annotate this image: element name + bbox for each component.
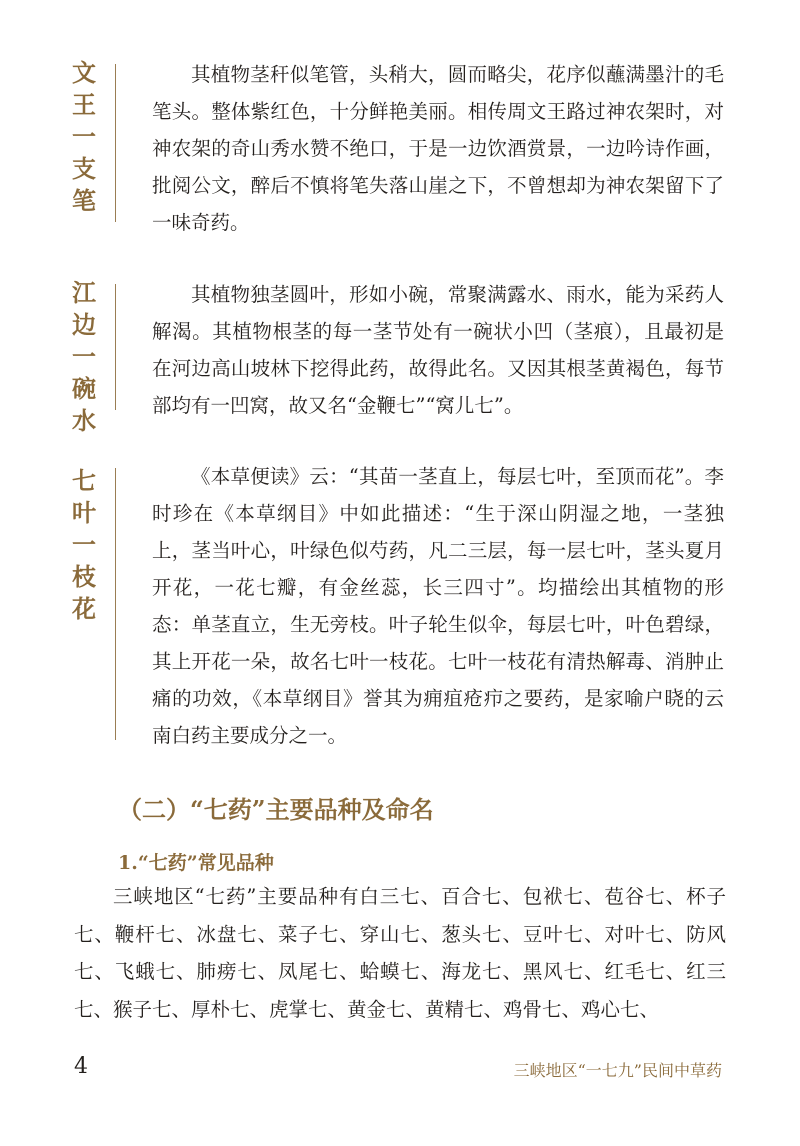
section-subheading: 1.“七药”常见品种: [118, 852, 274, 874]
entry-divider-line: [115, 64, 116, 222]
entry-text-wenwang: 其植物茎秆似笔管，头稍大，圆而略尖，花序似蘸满墨汁的毛笔头。整体紫红色，十分鲜艳美丽。相传周文王路过神农架时，对神农架的奇山秀水赞不绝口，于是一边饮酒赏景，一边吟诗作画，批阅公文，醉后不慎将笔失落山崖之下，不曾想却为神农架留下了一味奇药。: [152, 63, 724, 234]
entry-title-jiangbian: 江边一碗水: [72, 279, 96, 435]
section-body-text: 三峡地区“七药”主要品种有白三七、百合七、包袱七、苞谷七、杯子七、鞭杆七、冰盘七、菜子七、穿山七、葱头七、豆叶七、对叶七、防风七、飞蛾七、肺痨七、凤尾七、蛤蟆七、海龙七、黑风七、红毛七、红三七、猴子七、厚朴七、虎掌七、黄金七、黄精七、鸡骨七、鸡心七、: [74, 885, 726, 1021]
running-head: 三峡地区“一七九”民间中草药: [513, 1061, 722, 1080]
section-heading: （二）“七药”主要品种及命名: [118, 795, 434, 824]
entry-title-wenwang: 文王一支笔: [72, 59, 96, 215]
entry-divider-line: [115, 468, 116, 740]
page-number: 4: [74, 1054, 88, 1079]
entry-text-qiye: 《本草便读》云：“其苗一茎直上，每层七叶，至顶而花”。李时珍在《本草纲目》中如此描述：“生于深山阴湿之地，一茎独上，茎当叶心，叶绿色似芍药，凡二三层，每一层七叶，茎头夏月开花，一花七瓣，有金丝蕊，长三四寸”。均描绘出其植物的形态：单茎直立，生无旁枝。叶子轮生似伞，每层七叶，叶色碧绿，其上开花一朵，故名七叶一枝花。七叶一枝花有清热解毒、消肿止痛的功效，《本草纲目》誉其为痈疽疮疖之要药，是家喻户晓的云南白药主要成分之一。: [152, 465, 724, 747]
entry-title-qiye: 七叶一枝花: [72, 467, 96, 623]
entry-divider-line: [115, 284, 116, 410]
entry-text-jiangbian: 其植物独茎圆叶，形如小碗，常聚满露水、雨水，能为采药人解渴。其植物根茎的每一茎节处有一碗状小凹（茎痕），且最初是在河边高山坡林下挖得此药，故得此名。又因其根茎黄褐色，每节部均有一凹窝，故又名“金鞭七”“窝儿七”。: [152, 283, 724, 417]
